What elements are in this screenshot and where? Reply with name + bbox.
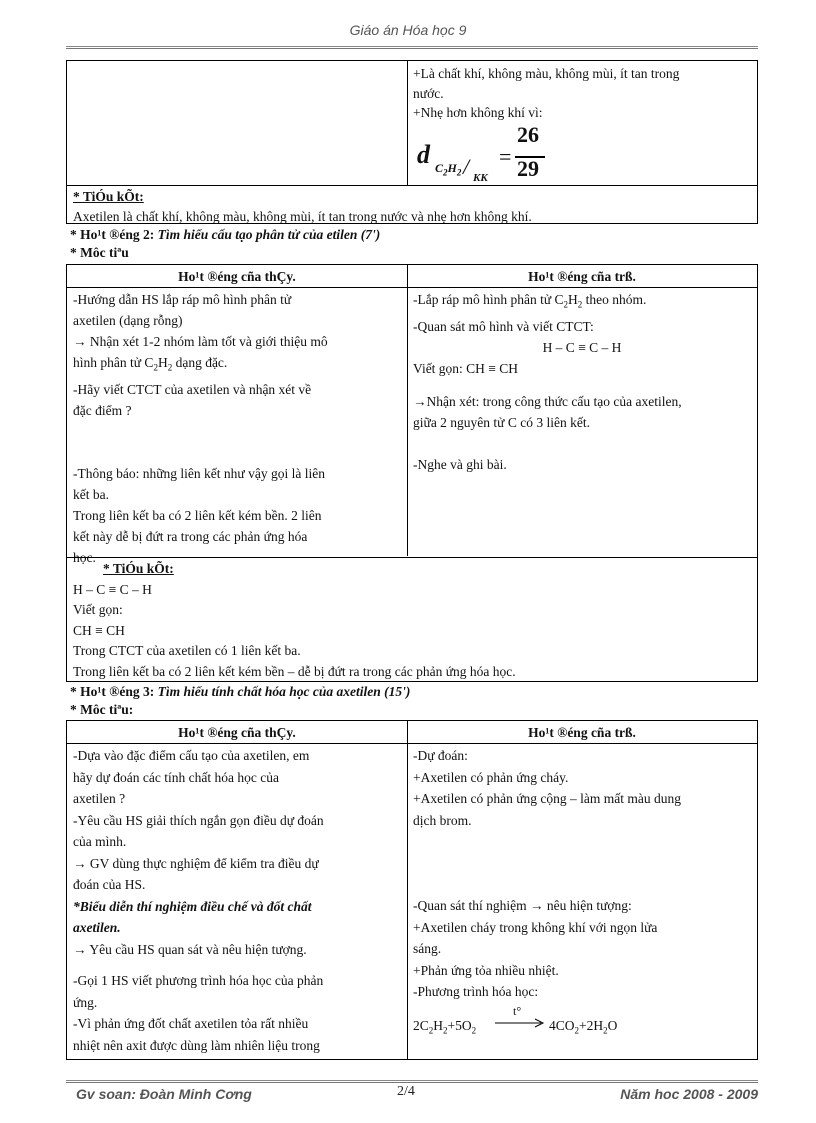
text-line: -Quan sát thí nghiệm → nêu hiện tượng: <box>413 898 632 913</box>
text-line: -Yêu cầu HS giải thích ngắn gọn điều dự đoán <box>73 812 324 828</box>
text-line: kết ba. <box>73 486 109 502</box>
text-line: -Nghe và ghi bài. <box>413 456 507 472</box>
text-line: → GV dùng thực nghiệm để kiểm tra điều dự <box>73 855 319 871</box>
col-header-student: Ho¹t ®éng cña trß. <box>528 725 636 740</box>
header-rule-2 <box>66 48 758 49</box>
equation-left: $2C_2H_2+5O_2$ <box>413 1017 477 1036</box>
text-line: +Nhẹ hơn không khí vì: <box>413 105 543 120</box>
col-header-student: Ho¹t ®éng cña trß. <box>528 269 636 284</box>
formula-equals: = <box>499 143 512 169</box>
text-line: hãy dự đoán các tính chất hóa học của <box>73 769 279 785</box>
text-line: học. <box>73 549 96 565</box>
text-line: axetilen (dạng rỗng) <box>73 313 183 328</box>
text-line: -Gọi 1 HS viết phương trình hóa học của phản <box>73 973 324 988</box>
text-line: axetilen. <box>73 920 121 935</box>
text-line: → Nhận xét 1-2 nhóm làm tốt và giới thiệu mô <box>73 334 328 349</box>
text-line: -Hướng dẫn HS lắp ráp mô hình phân tử <box>73 292 292 307</box>
section2-prefix: * Ho¹t ®éng 2: <box>70 227 155 242</box>
section2-title <box>70 227 380 243</box>
page-header-title: Giáo án Hóa học 9 <box>349 22 467 38</box>
teacher-activities <box>67 288 407 569</box>
formula-denominator: 29 <box>517 155 539 181</box>
section2-title-text: Tìm hiểu cấu tạo phân tử của etilen (7') <box>157 227 381 242</box>
text-line: Viết gọn: CH ≡ CH <box>413 360 519 376</box>
section3-title <box>70 684 410 700</box>
text-line: giữa 2 nguyên tử C có 3 liên kết. <box>413 414 590 430</box>
text-line: nước. <box>413 85 444 101</box>
section3-objective: * Môc tiªu: <box>70 702 134 717</box>
text-line: -Lắp ráp mô hình phân tử $C_2H_2$ theo nhóm. <box>413 292 647 310</box>
text-line: -Quan sát mô hình và viết CTCT: <box>413 318 594 334</box>
formula-numerator: 26 <box>517 121 539 147</box>
top-table <box>66 60 758 224</box>
footer-rule-2 <box>66 1082 758 1083</box>
text-line: -Vì phản ứng đốt chất axetilen tỏa rất nhiều <box>73 1016 309 1031</box>
text-line: Trong liên kết ba có 2 liên kết kém bền – dễ bị đứt ra trong các phản ứng hóa học. <box>73 663 516 679</box>
text-line: Trong CTCT của axetilen có 1 liên kết ba. <box>73 643 301 658</box>
text-line: -Thông báo: những liên kết như vậy gọi là liên <box>73 465 325 481</box>
density-formula <box>413 121 751 187</box>
text-line: *Biểu diễn thí nghiệm điều chế và đốt chất <box>73 898 312 914</box>
formula-over: KK <box>473 171 488 184</box>
equation-right: $4CO_2+2H_2O$ <box>549 1017 618 1036</box>
student-activities <box>407 288 757 476</box>
text-line: của mình. <box>73 834 127 849</box>
text-line: -Hãy viết CTCT của axetilen và nhận xét về <box>73 381 312 397</box>
student-activities <box>407 744 757 1042</box>
text-line: +Là chất khí, không màu, không mùi, ít tan trong <box>413 66 680 81</box>
text-line: CH ≡ CH <box>73 622 125 638</box>
text-line: sáng. <box>413 941 442 956</box>
formula-d: d <box>417 139 430 169</box>
teacher-activities <box>67 744 407 1057</box>
section2-table <box>66 264 758 682</box>
text-line: Viết gọn: <box>73 602 123 617</box>
formula-slash: / <box>463 153 470 179</box>
summary-text: Axetilen là chất khí, không màu, không mùi, ít tan trong nước và nhẹ hơn không khí. <box>73 208 532 224</box>
summary-cell <box>67 186 757 227</box>
header-rule <box>66 46 758 47</box>
section2-objective: * Môc tiªu <box>70 245 129 260</box>
section3-title-text: Tìm hiểu tính chất hóa học của axetilen (15') <box>157 684 411 699</box>
text-line: +Axetilen có phản ứng cộng – làm mất màu dung <box>413 791 681 806</box>
text-line: +Axetilen cháy trong không khí với ngọn lửa <box>413 919 658 935</box>
text-line: +Axetilen có phản ứng cháy. <box>413 769 569 785</box>
formula-sub: $C_2H_2$ <box>435 160 462 177</box>
text-line: → Yêu cầu HS quan sát và nêu hiện tượng. <box>73 941 307 957</box>
text-line: Trong liên kết ba có 2 liên kết kém bền. 2 liên <box>73 507 322 523</box>
text-line: ứng. <box>73 994 98 1010</box>
text-line: kết này dễ bị đứt ra trong các phản ứng hóa <box>73 528 308 544</box>
text-line: đặc điểm ? <box>73 402 132 418</box>
col-header-teacher: Ho¹t ®éng cña thÇy. <box>178 725 296 740</box>
text-line: +Phản ứng tỏa nhiều nhiệt. <box>413 962 559 978</box>
col-header-teacher: Ho¹t ®éng cña thÇy. <box>178 269 296 284</box>
section2-summary <box>67 558 757 683</box>
text-line: H – C ≡ C – H <box>73 581 152 597</box>
summary-label: * TiÓu kÕt: <box>73 189 144 204</box>
text-line: -Phương trình hóa học: <box>413 984 539 999</box>
text-line: axetilen ? <box>73 791 126 806</box>
text-line: -Dựa vào đặc điểm cấu tạo của axetilen, em <box>73 748 310 763</box>
equation-condition: t° <box>513 1003 522 1018</box>
section3-prefix: * Ho¹t ®éng 3: <box>70 684 155 699</box>
footer-author: Gv soan: Đoàn Minh Cơng <box>76 1086 252 1102</box>
text-line: →Nhận xét: trong công thức cấu tạo của axetilen, <box>413 393 682 409</box>
reaction-equation <box>413 1003 751 1041</box>
top-right-cell <box>407 63 757 188</box>
section3-table <box>66 720 758 1060</box>
footer-rule <box>66 1080 758 1081</box>
page-number: 2/4 <box>397 1084 415 1099</box>
structural-formula: H – C ≡ C – H <box>542 339 622 355</box>
text-line: hình phân tử $C_2H_2$ dạng đặc. <box>73 355 228 373</box>
text-line: đoán của HS. <box>73 877 146 892</box>
footer-year: Năm hoc 2008 - 2009 <box>620 1086 758 1102</box>
summary-label: * TiÓu kÕt: <box>103 561 174 576</box>
text-line: nhiệt nên axit được dùng làm nhiên liệu trong <box>73 1037 320 1053</box>
reaction-arrow <box>495 1018 545 1028</box>
text-line: dịch brom. <box>413 812 472 828</box>
text-line: -Dự đoán: <box>413 748 468 763</box>
